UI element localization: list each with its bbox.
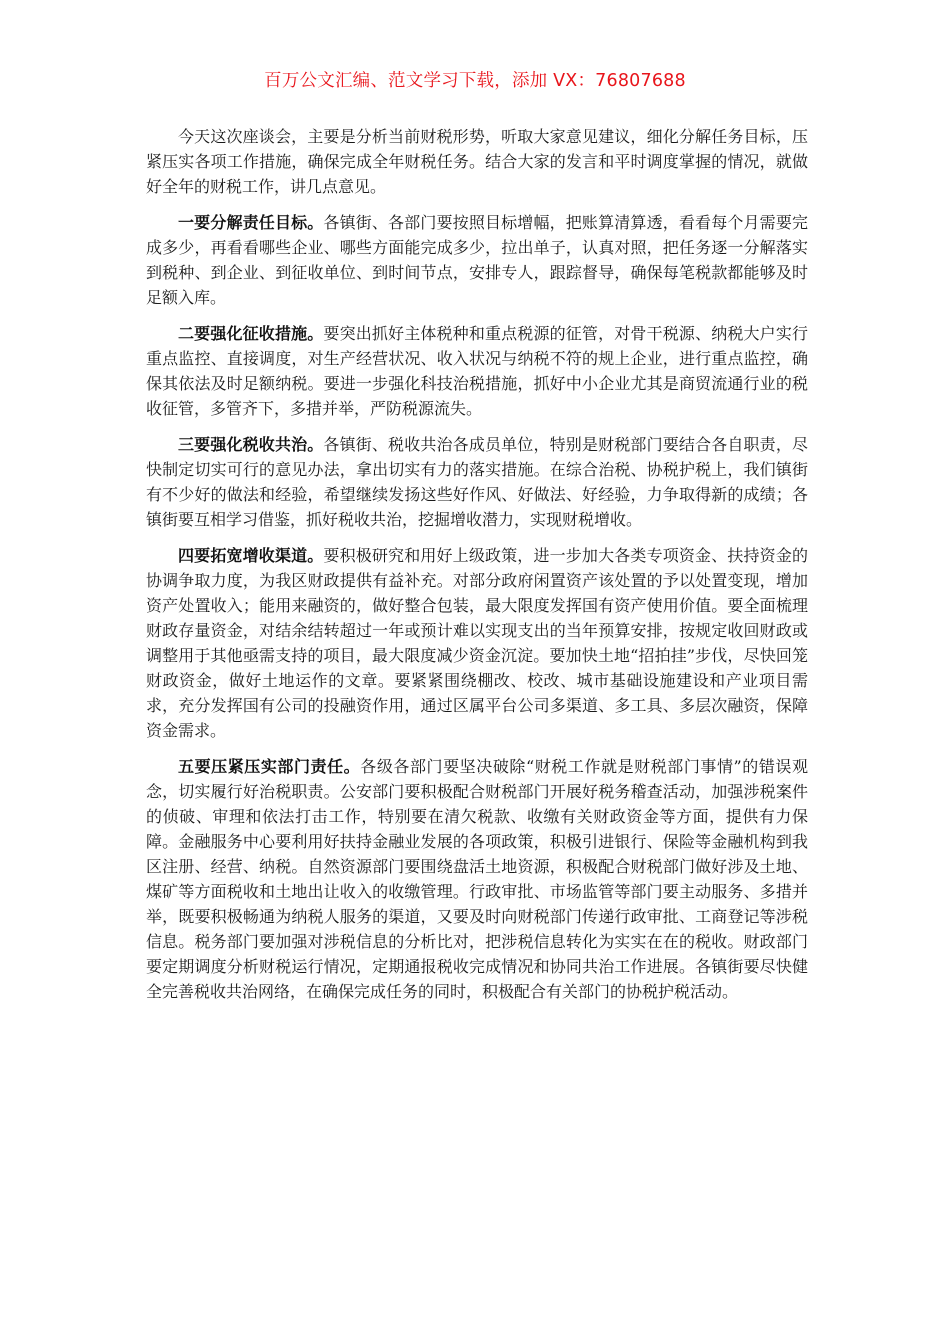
- section-paragraph-4: [146, 543, 808, 743]
- section-paragraph-3: [146, 432, 808, 532]
- section-body-3: 各镇街、税收共治各成员单位，特别是财税部门要结合各自职责，尽快制定切实可行的意见办法，拿出切实有力的落实措施。在综合治税、协税护税上，我们镇街有不少好的做法和经验，希望继续发扬这些好作风、好做法、好经验，力争取得新的成绩；各镇街要互相学习借鉴，抓好税收共治，挖掘增收潜力，实现财税增收。: [146, 435, 808, 529]
- section-heading-1: 一要分解责任目标。: [178, 213, 324, 232]
- section-paragraph-2: [146, 321, 808, 421]
- document-body: [146, 124, 808, 1015]
- section-heading-4: 四要拓宽增收渠道。: [178, 546, 324, 565]
- section-heading-3: 三要强化税收共治。: [178, 435, 324, 454]
- section-paragraph-1: [146, 210, 808, 310]
- section-body-4: 要积极研究和用好上级政策，进一步加大各类专项资金、扶持资金的协调争取力度，为我区财政提供有益补充。对部分政府闲置资产该处置的予以处置变现，增加资产处置收入；能用来融资的，做好整合包装，最大限度发挥国有资产使用价值。要全面梳理财政存量资金，对结余结转超过一年或预计难以实现支出的当年预算安排，按规定收回财政或调整用于其他亟需支持的项目，最大限度减少资金沉淀。要加快土地“招拍挂”步伐，尽快回笼财政资金，做好土地运作的文章。要紧紧围绕棚改、校改、城市基础设施建设和产业项目需求，充分发挥国有公司的投融资作用，通过区属平台公司多渠道、多工具、多层次融资，保障资金需求。: [146, 546, 808, 740]
- section-paragraph-5: [146, 754, 808, 1004]
- section-body-1: 各镇街、各部门要按照目标增幅，把账算清算透，看看每个月需要完成多少，再看看哪些企业、哪些方面能完成多少，拉出单子，认真对照，把任务逐一分解落实到税种、到企业、到征收单位、到时间节点，安排专人，跟踪督导，确保每笔税款都能够及时足额入库。: [146, 213, 808, 307]
- section-heading-2: 二要强化征收措施。: [178, 324, 324, 343]
- section-heading-5: 五要压紧压实部门责任。: [178, 757, 361, 776]
- section-body-2: 要突出抓好主体税种和重点税源的征管，对骨干税源、纳税大户实行重点监控、直接调度，对生产经营状况、收入状况与纳税不符的规上企业，进行重点监控，确保其依法及时足额纳税。要进一步强化科技治税措施，抓好中小企业尤其是商贸流通行业的税收征管，多管齐下，多措并举，严防税源流失。: [146, 324, 808, 418]
- section-body-5: 各级各部门要坚决破除“财税工作就是财税部门事情”的错误观念，切实履行好治税职责。公安部门要积极配合财税部门开展好税务稽查活动，加强涉税案件的侦破、审理和依法打击工作，特别要在清欠税款、收缴有关财政资金等方面，提供有力保障。金融服务中心要利用好扶持金融业发展的各项政策，积极引进银行、保险等金融机构到我区注册、经营、纳税。自然资源部门要围绕盘活土地资源，积极配合财税部门做好涉及土地、煤矿等方面税收和土地出让收入的收缴管理。行政审批、市场监管等部门要主动服务、多措并举，既要积极畅通为纳税人服务的渠道，又要及时向财税部门传递行政审批、工商登记等涉税信息。税务部门要加强对涉税信息的分析比对，把涉税信息转化为实实在在的税收。财政部门要定期调度分析财税运行情况，定期通报税收完成情况和协同共治工作进展。各镇街要尽快健全完善税收共治网络，在确保完成任务的同时，积极配合有关部门的协税护税活动。: [146, 757, 808, 1001]
- intro-paragraph: 今天这次座谈会，主要是分析当前财税形势，听取大家意见建议，细化分解任务目标，压紧压实各项工作措施，确保完成全年财税任务。结合大家的发言和平时调度掌握的情况，就做好全年的财税工作，讲几点意见。: [146, 127, 808, 196]
- header-banner: 百万公文汇编、范文学习下载，添加 VX：76807688: [264, 71, 686, 91]
